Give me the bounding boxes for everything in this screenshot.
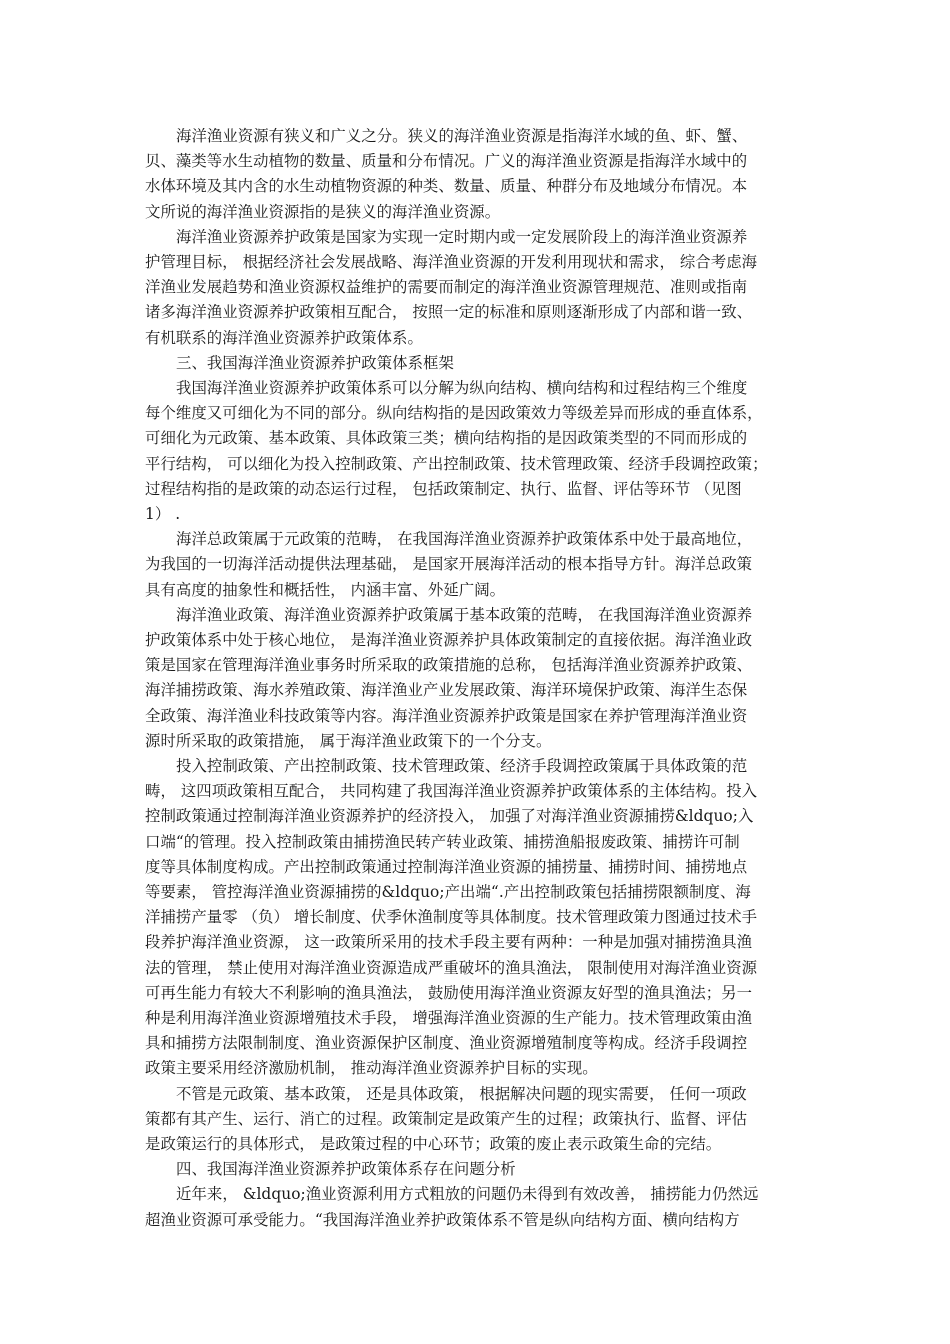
text-line: 等要素， 管控海洋渔业资源捕捞的&ldquo;产出端“.产出控制政策包括捕捞限额制度、海 — [145, 883, 751, 901]
text-line: 具和捕捞方法限制制度、渔业资源保护区制度、渔业资源增殖制度等构成。经济手段调控 — [145, 1034, 748, 1053]
text-line: 海洋渔业资源养护政策是国家为实现一定时期内或一定发展阶段上的海洋渔业资源养 — [176, 227, 748, 246]
text-line: 种是利用海洋渔业资源增殖技术手段， 增强海洋渔业资源的生产能力。技术管理政策由渔 — [145, 1009, 753, 1027]
text-line: 段养护海洋渔业资源， 这一政策所采用的技术手段主要有两种：一种是加强对捕捞渔具渔 — [145, 933, 753, 952]
text-line: 贝、藻类等水生动植物的数量、质量和分布情况。广义的海洋渔业资源是指海洋水域中的 — [145, 152, 748, 171]
text-line: 策都有其产生、运行、消亡的过程。政策制定是政策产生的过程；政策执行、监督、评估 — [145, 1109, 748, 1128]
text-line: 源时所采取的政策措施， 属于海洋渔业政策下的一个分支。 — [145, 731, 552, 750]
text-line: 可再生能力有较大不利影响的渔具渔法， 鼓励使用海洋渔业资源友好型的渔具渔法；另一 — [145, 983, 753, 1002]
text-line: 诸多海洋渔业资源养护政策相互配合， 按照一定的标准和原则逐渐形成了内部和谐一致、 — [145, 303, 753, 322]
text-line: 文所说的海洋渔业资源指的是狭义的海洋渔业资源。 — [145, 202, 501, 221]
text-line: 超渔业资源可承受能力。“我国海洋渔业养护政策体系不管是纵向结构方面、横向结构方 — [145, 1210, 740, 1229]
text-line: 过程结构指的是政策的动态运行过程， 包括政策制定、执行、监督、评估等环节 （见图 — [145, 479, 742, 498]
text-line: 三、我国海洋渔业资源养护政策体系框架 — [176, 353, 454, 372]
text-line: 控制政策通过控制海洋渔业资源养护的经济投入， 加强了对海洋渔业资源捕捞&ldquo;入 — [145, 807, 754, 826]
text-line: 畴， 这四项政策相互配合， 共同构建了我国海洋渔业资源养护政策体系的主体结构。投入 — [145, 782, 758, 801]
text-line: 度等具体制度构成。产出控制政策通过控制海洋渔业资源的捕捞量、捕捞时间、捕捞地点 — [145, 857, 748, 876]
text-line: 是政策运行的具体形式， 是政策过程的中心环节；政策的废止表示政策生命的完结。 — [145, 1135, 722, 1153]
text-line: 策是国家在管理海洋渔业事务时所采取的政策措施的总称， 包括海洋渔业资源养护政策、 — [145, 656, 753, 675]
text-line: 水体环境及其内含的水生动植物资源的种类、数量、质量、种群分布及地域分布情况。本 — [145, 177, 748, 196]
text-line: 近年来， &ldquo;渔业资源利用方式粗放的问题仍未得到有效改善， 捕捞能力仍然远 — [176, 1185, 759, 1204]
text-line: 1） . — [145, 505, 181, 523]
text-line: 法的管理， 禁止使用对海洋渔业资源造成严重破坏的渔具渔法， 限制使用对海洋渔业资源 — [145, 958, 758, 977]
text-line: 不管是元政策、基本政策， 还是具体政策， 根据解决问题的现实需要， 任何一项政 — [176, 1084, 747, 1103]
text-line: 有机联系的海洋渔业资源养护政策体系。 — [145, 328, 423, 347]
text-line: 可细化为元政策、基本政策、具体政策三类；横向结构指的是因政策类型的不同而形成的 — [145, 429, 748, 448]
text-line: 我国海洋渔业资源养护政策体系可以分解为纵向结构、横向结构和过程结构三个维度 — [176, 379, 748, 397]
text-line: 具有高度的抽象性和概括性， 内涵丰富、外延广阔。 — [145, 580, 506, 599]
text-line: 洋渔业发展趋势和渔业资源权益维护的需要而制定的海洋渔业资源管理规范、准则或指南 — [145, 278, 748, 297]
text-line: 护管理目标， 根据经济社会发展战略、海洋渔业资源的开发利用现状和需求， 综合考虑海 — [145, 253, 758, 271]
text-line: 海洋渔业政策、海洋渔业资源养护政策属于基本政策的范畴， 在我国海洋渔业资源养 — [176, 605, 753, 624]
text-line: 投入控制政策、产出控制政策、技术管理政策、经济手段调控政策属于具体政策的范 — [176, 757, 748, 775]
text-line: 护政策体系中处于核心地位， 是海洋渔业资源养护具体政策制定的直接依据。海洋渔业政 — [145, 631, 753, 649]
text-line: 海洋总政策属于元政策的范畴， 在我国海洋渔业资源养护政策体系中处于最高地位， — [176, 530, 753, 549]
text-line: 海洋渔业资源有狭义和广义之分。狭义的海洋渔业资源是指海洋水域的鱼、虾、蟹、 — [176, 127, 748, 145]
text-line: 政策主要采用经济激励机制， 推动海洋渔业资源养护目标的实现。 — [145, 1059, 598, 1078]
text-line: 每个维度又可细化为不同的部分。纵向结构指的是因政策效力等级差异而形成的垂直体系， — [145, 404, 763, 423]
text-line: 口端“的管理。投入控制政策由捕捞渔民转产转业政策、捕捞渔船报废政策、捕捞许可制 — [145, 832, 740, 851]
text-line: 海洋捕捞政策、海水养殖政策、海洋渔业产业发展政策、海洋环境保护政策、海洋生态保 — [145, 681, 748, 700]
text-line: 四、我国海洋渔业资源养护政策体系存在问题分析 — [176, 1160, 516, 1179]
text-line: 平行结构， 可以细化为投入控制政策、产出控制政策、技术管理政策、经济手段调控政策； — [145, 454, 768, 473]
text-line: 为我国的一切海洋活动提供法理基础， 是国家开展海洋活动的根本指导方针。海洋总政策 — [145, 555, 753, 574]
text-line: 全政策、海洋渔业科技政策等内容。海洋渔业资源养护政策是国家在养护管理海洋渔业资 — [145, 706, 748, 725]
text-line: 洋捕捞产量零 （负） 增长制度、伏季休渔制度等具体制度。技术管理政策力图通过技术手 — [145, 908, 758, 927]
